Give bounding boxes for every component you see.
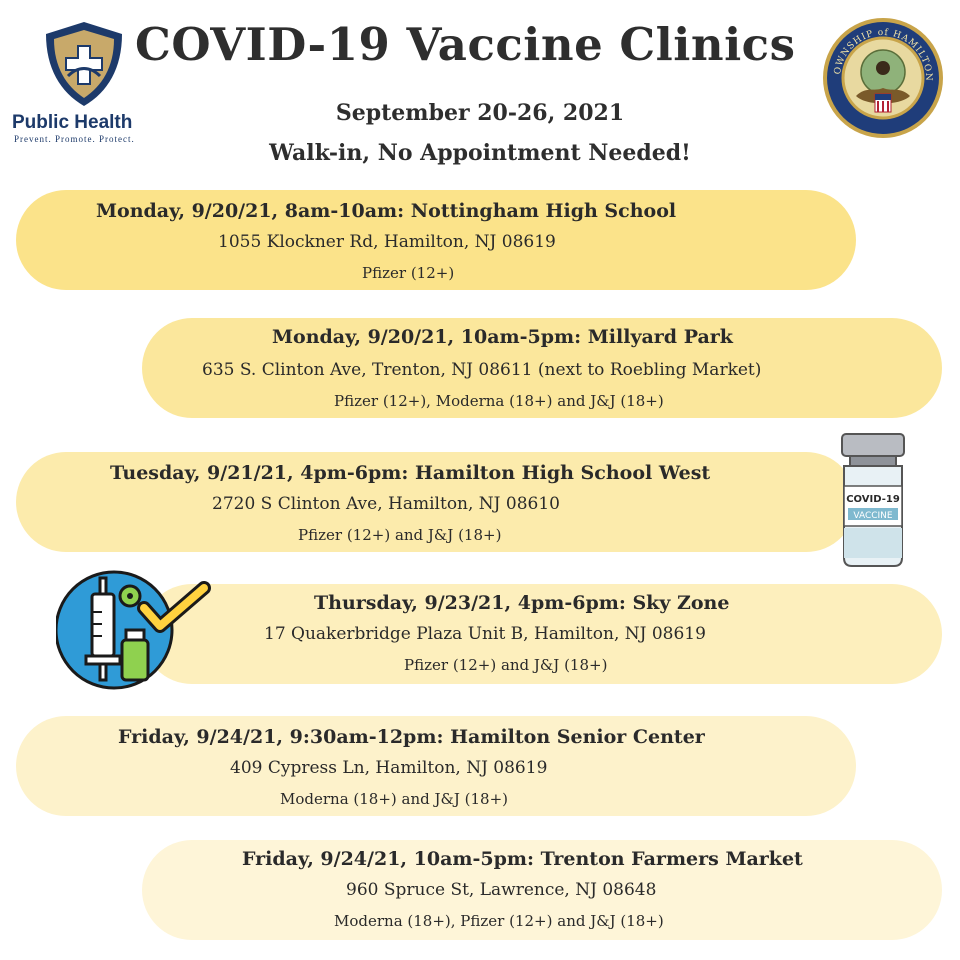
clinic-heading: Monday, 9/20/21, 8am-10am: Nottingham High School xyxy=(96,200,677,222)
vial-icon xyxy=(838,432,908,568)
seal-icon xyxy=(822,14,944,142)
walk-in-notice: Walk-in, No Appointment Needed! xyxy=(269,140,691,166)
shield-cross-icon xyxy=(38,18,130,110)
clinic-heading: Thursday, 9/23/21, 4pm-6pm: Sky Zone xyxy=(314,592,730,614)
vial-label-top: COVID-19 xyxy=(846,494,900,505)
clinic-vaccines: Moderna (18+) and J&J (18+) xyxy=(280,790,509,808)
clinic-address: 17 Quakerbridge Plaza Unit B, Hamilton, NJ 08619 xyxy=(264,624,706,644)
vaccine-vial-illustration xyxy=(838,432,908,568)
clinic-address: 960 Spruce St, Lawrence, NJ 08648 xyxy=(346,880,657,900)
clinic-vaccines: Pfizer (12+) and J&J (18+) xyxy=(298,526,502,544)
seal-text: OWNSHIP of HAMILTON xyxy=(833,27,934,82)
clinic-vaccines: Pfizer (12+) xyxy=(362,264,455,282)
clinic-heading: Friday, 9/24/21, 9:30am-12pm: Hamilton Senior Center xyxy=(118,726,705,748)
page-title: COVID-19 Vaccine Clinics xyxy=(135,18,796,71)
clinic-vaccines: Moderna (18+), Pfizer (12+) and J&J (18+) xyxy=(334,912,664,930)
clinic-address: 1055 Klockner Rd, Hamilton, NJ 08619 xyxy=(218,232,556,252)
clinic-address: 409 Cypress Ln, Hamilton, NJ 08619 xyxy=(230,758,548,778)
vial-label-bottom: VACCINE xyxy=(853,511,893,521)
clinic-heading: Monday, 9/20/21, 10am-5pm: Millyard Park xyxy=(272,326,733,348)
clinic-heading: Tuesday, 9/21/21, 4pm-6pm: Hamilton High School West xyxy=(110,462,711,484)
township-seal xyxy=(822,14,944,142)
clinic-vaccines: Pfizer (12+), Moderna (18+) and J&J (18+) xyxy=(334,392,664,410)
public-health-logo xyxy=(38,18,130,110)
syringe-vaccine-icon xyxy=(56,566,214,696)
clinic-address: 2720 S Clinton Ave, Hamilton, NJ 08610 xyxy=(212,494,560,514)
logo-tagline: Prevent. Promote. Protect. xyxy=(14,134,135,144)
clinic-heading: Friday, 9/24/21, 10am-5pm: Trenton Farmers Market xyxy=(242,848,803,870)
vaccination-badge xyxy=(56,566,214,696)
clinic-address: 635 S. Clinton Ave, Trenton, NJ 08611 (next to Roebling Market) xyxy=(202,360,762,380)
date-range: September 20-26, 2021 xyxy=(335,100,625,126)
clinic-vaccines: Pfizer (12+) and J&J (18+) xyxy=(404,656,608,674)
logo-name: Public Health xyxy=(12,112,133,133)
